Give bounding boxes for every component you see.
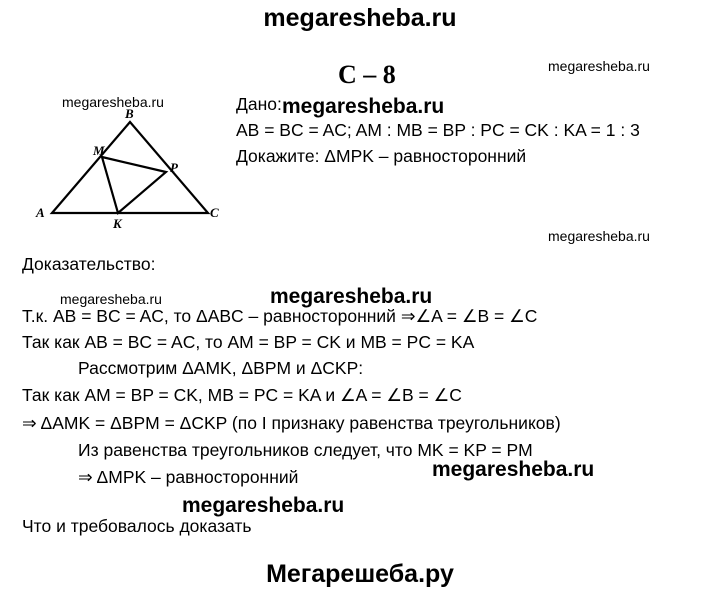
given-prove: Докажите: ΔMPK – равносторонний xyxy=(236,146,527,166)
label-k: K xyxy=(113,216,122,231)
label-c: C xyxy=(210,205,219,220)
proof-line: Так как AM = BP = CK, MB = PC = KA и ∠A = ∠B = ∠C xyxy=(22,385,462,405)
site-title: megaresheba.ru xyxy=(263,4,457,32)
watermark: megaresheba.ru xyxy=(548,58,650,74)
watermark: megaresheba.ru xyxy=(282,95,445,118)
footer-title: Мегарешеба.ру xyxy=(266,560,454,588)
triangle-diagram xyxy=(30,100,230,235)
proof-line: Из равенства треугольников следует, что MK = KP = PM xyxy=(78,440,533,460)
given-heading: Дано: xyxy=(236,94,282,114)
label-b: B xyxy=(125,106,134,121)
triangle-mpk xyxy=(102,157,166,213)
proof-line: Так как AB = BC = AC, то AM = BP = CK и MB = PC = KA xyxy=(22,332,475,352)
proof-heading: Доказательство: xyxy=(22,254,156,274)
proof-line: Рассмотрим ΔAMK, ΔBPM и ΔCKP: xyxy=(78,358,364,378)
given-condition: AB = BC = AC; AM : MB = BP : PC = CK : KA = 1 : 3 xyxy=(236,120,640,140)
watermark: megaresheba.ru xyxy=(60,291,162,307)
watermark: megaresheba.ru xyxy=(432,458,595,481)
proof-line: Т.к. AB = BC = AC, то ΔABC – равносторонний ⇒∠A = ∠B = ∠C xyxy=(22,306,538,326)
label-p: P xyxy=(170,160,178,175)
proof-line: ⇒ ΔMPK – равносторонний xyxy=(78,467,299,487)
watermark: megaresheba.ru xyxy=(548,228,650,244)
proof-conclusion: Что и требовалось доказать xyxy=(22,516,252,536)
label-m: M xyxy=(93,143,105,158)
section-title: С – 8 xyxy=(338,60,396,89)
watermark: megaresheba.ru xyxy=(182,494,345,517)
triangle-abc xyxy=(52,122,208,213)
proof-line: ⇒ ΔAMK = ΔBPM = ΔCKP (по I признаку равенства треугольников) xyxy=(22,413,561,433)
watermark: megaresheba.ru xyxy=(62,94,164,110)
watermark: megaresheba.ru xyxy=(270,285,433,308)
label-a: A xyxy=(36,205,45,220)
